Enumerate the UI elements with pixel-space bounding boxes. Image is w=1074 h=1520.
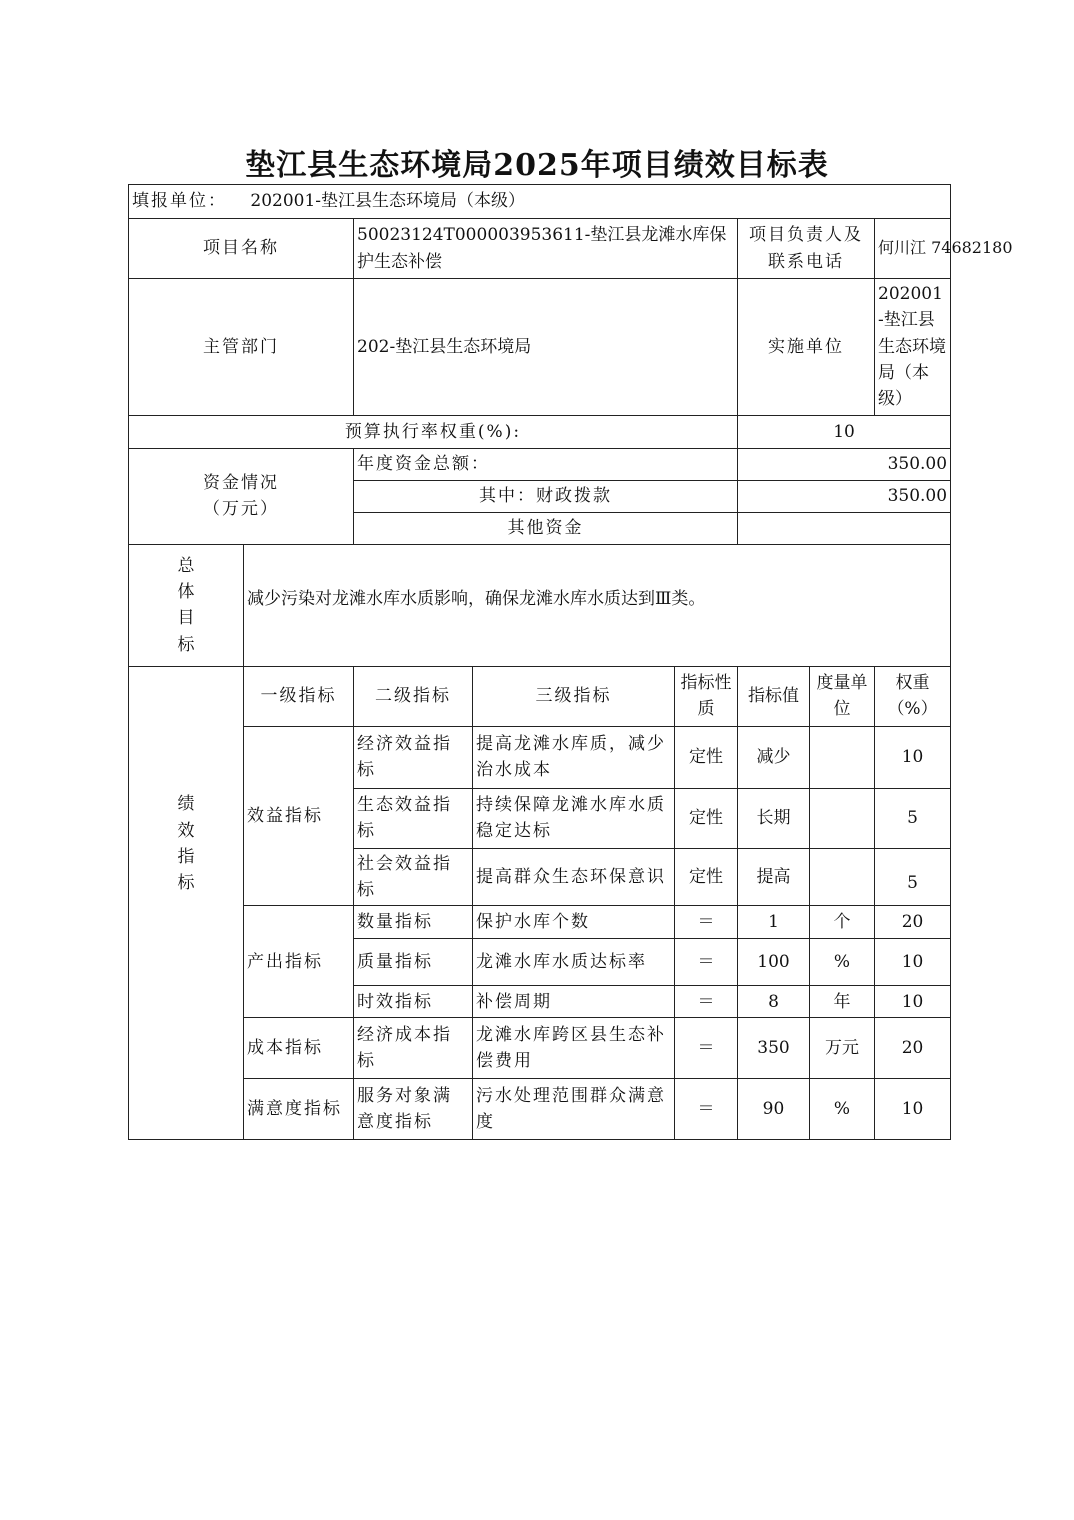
indicator-unit: 万元 xyxy=(810,1018,875,1079)
project-name-label: 项目名称 xyxy=(129,219,354,279)
overall-goal-label-char: 标 xyxy=(177,634,195,655)
indicator-unit: 年 xyxy=(810,986,875,1018)
overall-goal-label-char: 目 xyxy=(177,608,195,629)
indicator-weight: 20 xyxy=(875,1018,951,1079)
indicator-unit xyxy=(810,848,875,906)
indicator-nature: ＝ xyxy=(675,1018,738,1079)
indicator-value: 提高 xyxy=(738,848,810,906)
indicator-value: 8 xyxy=(738,986,810,1018)
page-title: 垫江县生态环境局2025年项目绩效目标表 xyxy=(245,148,829,183)
header-level2: 二级指标 xyxy=(354,666,473,726)
performance-label-char: 效 xyxy=(177,820,195,841)
unit-cell xyxy=(129,185,951,219)
level2-indicator: 服务对象满意度指标 xyxy=(354,1079,473,1140)
project-name-row xyxy=(129,219,951,279)
project-leader-label: 项目负责人及联系电话 xyxy=(738,219,875,279)
level3-indicator: 补偿周期 xyxy=(473,986,675,1018)
indicator-row xyxy=(129,1079,951,1140)
funds-other-value xyxy=(738,512,951,544)
performance-label-char: 标 xyxy=(177,873,195,894)
indicator-value: 350 xyxy=(738,1018,810,1079)
indicator-weight: 20 xyxy=(875,906,951,939)
performance-label-char: 绩 xyxy=(177,794,195,815)
performance-label-char: 指 xyxy=(177,847,195,868)
overall-goal-text: 减少污染对龙滩水库水质影响，确保龙滩水库水质达到Ⅲ类。 xyxy=(244,544,951,666)
indicator-value: 减少 xyxy=(738,726,810,788)
funds-total-value: 350.00 xyxy=(738,448,951,480)
indicator-row xyxy=(129,1018,951,1079)
header-weight: 权重（%） xyxy=(875,666,951,726)
funds-label xyxy=(129,448,354,544)
indicator-value: 90 xyxy=(738,1079,810,1140)
level3-indicator: 提高群众生态环保意识 xyxy=(473,848,675,906)
indicator-weight: 10 xyxy=(875,986,951,1018)
implementer-label: 实施单位 xyxy=(738,279,875,416)
level1-indicator: 满意度指标 xyxy=(244,1079,354,1140)
indicator-unit xyxy=(810,726,875,788)
level2-indicator: 经济成本指标 xyxy=(354,1018,473,1079)
department-label: 主管部门 xyxy=(129,279,354,416)
indicator-nature: 定性 xyxy=(675,848,738,906)
header-unit: 度量单位 xyxy=(810,666,875,726)
overall-goal-label-char: 体 xyxy=(177,581,195,602)
indicator-nature: 定性 xyxy=(675,726,738,788)
indicator-weight: 5 xyxy=(875,788,951,848)
indicator-nature: ＝ xyxy=(675,939,738,986)
funds-total-label: 年度资金总额： xyxy=(354,448,738,480)
indicator-nature: 定性 xyxy=(675,788,738,848)
level3-indicator: 龙滩水库跨区县生态补偿费用 xyxy=(473,1018,675,1079)
level3-indicator: 持续保障龙滩水库水质稳定达标 xyxy=(473,788,675,848)
funds-fiscal-label: 其中：财政拨款 xyxy=(354,480,738,512)
overall-goal-label xyxy=(129,544,244,666)
indicator-value: 100 xyxy=(738,939,810,986)
funds-other-label: 其他资金 xyxy=(354,512,738,544)
level3-indicator: 保护水库个数 xyxy=(473,906,675,939)
indicator-weight: 5 xyxy=(875,848,951,906)
header-nature: 指标性质 xyxy=(675,666,738,726)
indicator-row xyxy=(129,906,951,939)
level2-indicator: 经济效益指标 xyxy=(354,726,473,788)
level2-indicator: 时效指标 xyxy=(354,986,473,1018)
level1-indicator: 成本指标 xyxy=(244,1018,354,1079)
overall-goal-label-char: 总 xyxy=(177,555,195,576)
indicator-unit xyxy=(810,788,875,848)
funds-total-row xyxy=(129,448,951,480)
performance-label xyxy=(129,666,244,1140)
level3-indicator: 提高龙滩水库质，减少治水成本 xyxy=(473,726,675,788)
header-value: 指标值 xyxy=(738,666,810,726)
project-leader-value: 何川江 74682180 xyxy=(875,219,951,279)
budget-weight-row xyxy=(129,415,951,448)
level2-indicator: 生态效益指标 xyxy=(354,788,473,848)
indicator-weight: 10 xyxy=(875,726,951,788)
level2-indicator: 数量指标 xyxy=(354,906,473,939)
implementer-value: 202001-垫江县生态环境局（本级） xyxy=(875,279,951,416)
funds-label-line1: 资金情况 xyxy=(203,472,279,493)
header-level3: 三级指标 xyxy=(473,666,675,726)
indicator-nature: ＝ xyxy=(675,1079,738,1140)
overall-goal-row xyxy=(129,544,951,666)
indicator-value: 1 xyxy=(738,906,810,939)
performance-header-row xyxy=(129,666,951,726)
unit-row xyxy=(129,185,951,219)
unit-label: 填报单位： xyxy=(132,191,227,212)
indicator-nature: ＝ xyxy=(675,986,738,1018)
performance-target-table xyxy=(128,184,1013,1140)
funds-label-line2: （万元） xyxy=(203,499,279,520)
budget-weight-value: 10 xyxy=(738,415,951,448)
level2-indicator: 质量指标 xyxy=(354,939,473,986)
indicator-row xyxy=(129,726,951,788)
indicator-unit: % xyxy=(810,1079,875,1140)
level1-indicator: 产出指标 xyxy=(244,906,354,1018)
indicator-unit: 个 xyxy=(810,906,875,939)
indicator-nature: ＝ xyxy=(675,906,738,939)
header-level1: 一级指标 xyxy=(244,666,354,726)
level3-indicator: 污水处理范围群众满意度 xyxy=(473,1079,675,1140)
project-name-value: 50023124T000003953611-垫江县龙滩水库保护生态补偿 xyxy=(354,219,738,279)
unit-value: 202001-垫江县生态环境局（本级） xyxy=(250,191,526,212)
level2-indicator: 社会效益指标 xyxy=(354,848,473,906)
indicator-weight: 10 xyxy=(875,1079,951,1140)
department-value: 202-垫江县生态环境局 xyxy=(354,279,738,416)
level1-indicator: 效益指标 xyxy=(244,726,354,906)
funds-fiscal-value: 350.00 xyxy=(738,480,951,512)
indicator-weight: 10 xyxy=(875,939,951,986)
indicator-value: 长期 xyxy=(738,788,810,848)
indicator-unit: % xyxy=(810,939,875,986)
level3-indicator: 龙滩水库水质达标率 xyxy=(473,939,675,986)
department-row xyxy=(129,279,951,416)
budget-weight-label: 预算执行率权重(%): xyxy=(129,415,738,448)
